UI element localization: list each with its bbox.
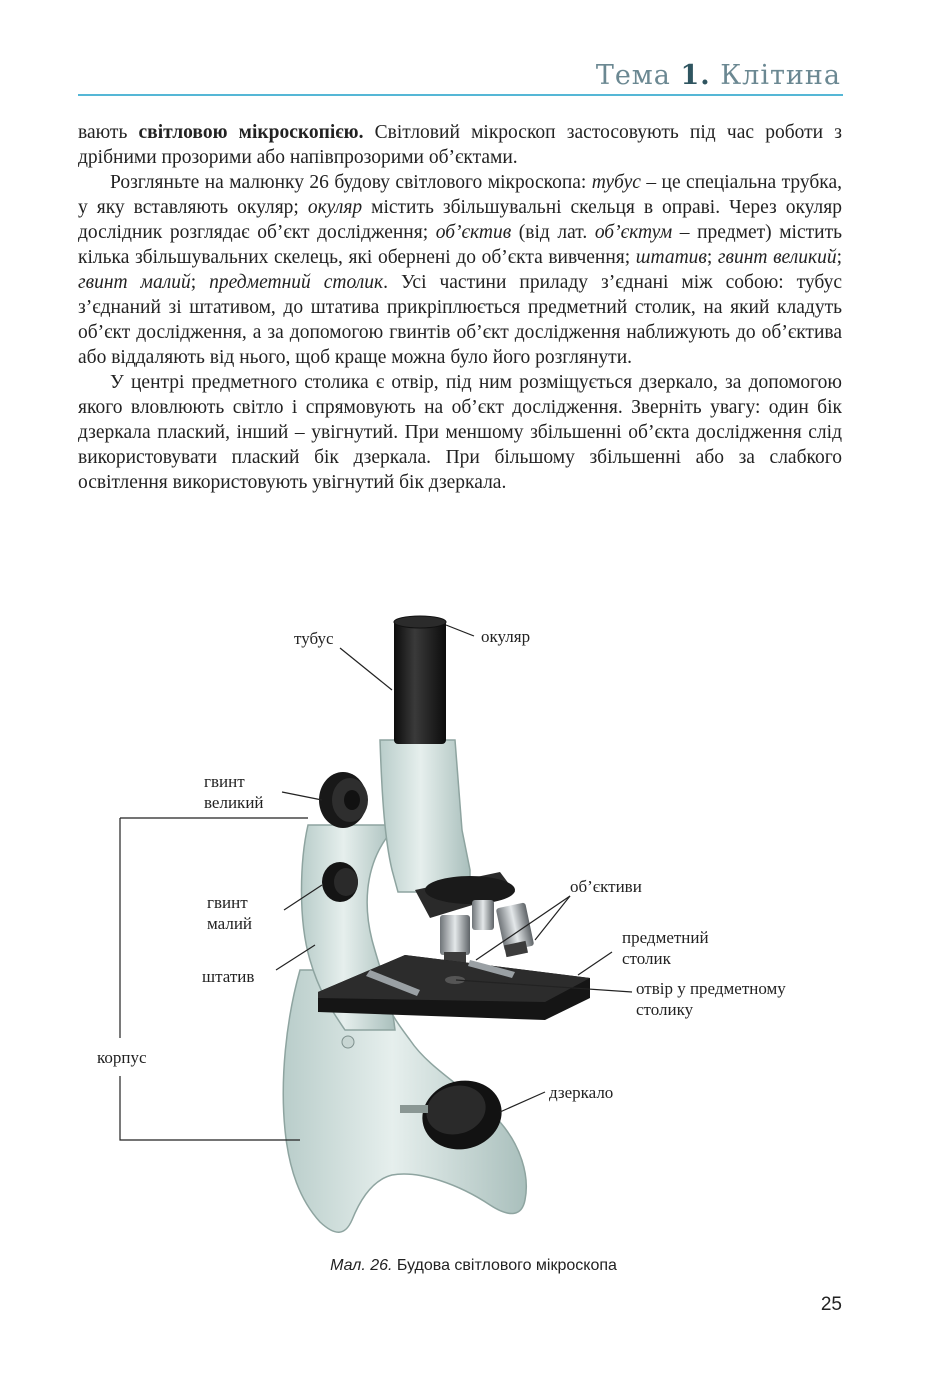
label-gvynt-malyi-1: гвинт [207, 893, 248, 912]
label-gvynt-malyi-2: малий [207, 914, 253, 933]
text-run: містить збільшувальні скельця в оправі. Через окуляр дослідник розглядає об’єкт дослідження; [78, 197, 843, 243]
page-header [78, 52, 843, 96]
paragraph-3 [78, 370, 842, 495]
term-bold: світловою мікроскопією. [138, 122, 364, 143]
topic-title: Клітина [720, 60, 841, 91]
figure-caption [0, 1257, 947, 1275]
page-number: 25 [820, 1294, 842, 1315]
header-rule [78, 94, 843, 96]
objective-3 [472, 900, 494, 930]
term-italic: окуляр [307, 197, 363, 218]
label-gvynt-velykyi-1: гвинт [204, 772, 245, 791]
text-run: . Усі частини приладу з’єднані між собою: тубус з’єднаний зі штативом, до штатива прикріплюється предметний столик, на який кладуть об’єкт дослідження, а за допомогою гвинтів об’єкт дослідження наближують до об’єктива або віддаляють від нього, щоб краще можна було його розглянути. [78, 272, 842, 368]
text-run: У центрі предметного столика є отвір, під ним розміщується дзеркало, за допомогою якого вловлюють світло і спрямовують на об’єкт дослідження. Зверніть увагу: один бік дзеркала плаский, інший – увігнутий. При меншому збільшенні об’єкта дослідження слід використовувати плаский бік дзеркала. При більшому збільшенні або за слабкого освітлення використовують увігнутий бік дзеркала. [78, 372, 842, 493]
label-tubus: тубус [294, 629, 334, 648]
label-okuliar: окуляр [481, 627, 531, 646]
microscope-figure [0, 600, 947, 1290]
term-italic: гвинт малий [78, 272, 191, 293]
topic-word: Тема [595, 60, 671, 91]
microscope-head [380, 740, 470, 892]
eyepiece-tube [394, 620, 446, 744]
text-run: – це спеціальна трубка, у яку вставляють окуляр; [78, 172, 843, 218]
term-italic: гвинт великий [717, 247, 837, 268]
label-korpus: корпус [97, 1048, 147, 1067]
text-run: ; [190, 272, 210, 293]
text-run: вають [78, 122, 139, 143]
term-italic: об’єктум [594, 222, 673, 243]
topic-number: 1. [680, 60, 711, 91]
topic-heading [596, 60, 841, 91]
label-dzerkalo: дзеркало [549, 1083, 614, 1102]
term-italic: тубус [591, 172, 641, 193]
text-run: – предмет) містить кілька збільшувальних скелець, які обернені до об’єкта вивчення; [78, 222, 842, 268]
label-stolyk-1: предметний [622, 928, 709, 947]
term-italic: об’єктив [435, 222, 512, 243]
microscope-illustration [0, 600, 947, 1290]
term-italic: предметний столик [209, 272, 384, 293]
term-italic: штатив [635, 247, 707, 268]
text-run: ; [836, 247, 843, 268]
body-text [78, 120, 842, 495]
objective-1 [440, 915, 470, 955]
label-otvir-2: столику [636, 1000, 694, 1019]
text-run: Світловий мікроскоп застосовують під час роботи з дрібними прозорими або напівпрозорими об’єктами. [78, 122, 842, 168]
label-stolyk-2: столик [622, 949, 671, 968]
paragraph-1 [78, 120, 842, 170]
paragraph-2 [78, 170, 842, 370]
text-run: (від лат. [511, 222, 595, 243]
caption-text: Будова світлового мікроскопа [392, 1257, 617, 1274]
caption-number: Мал. 26. [330, 1257, 393, 1274]
text-run: ; [706, 247, 718, 268]
text-run: Розгляньте на малюнку 26 будову світлового мікроскопа: [110, 172, 592, 193]
label-shtatyv: штатив [202, 967, 255, 986]
label-gvynt-velykyi-2: великий [204, 793, 264, 812]
label-obiektyvy: об’єктиви [570, 877, 642, 896]
label-otvir-1: отвір у предметному [636, 979, 786, 998]
